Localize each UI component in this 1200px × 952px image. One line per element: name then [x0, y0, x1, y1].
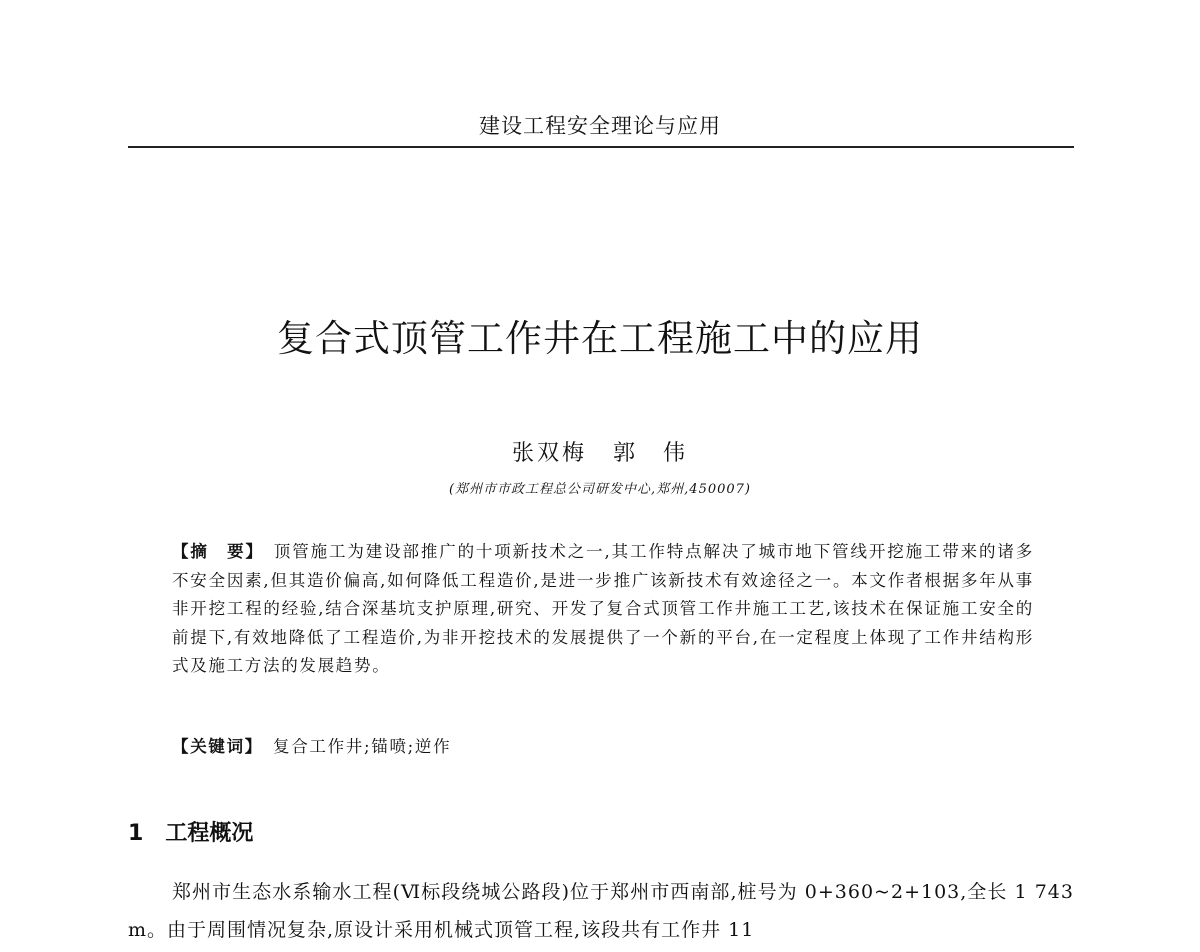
paragraph-text: 郑州市生态水系输水工程(Ⅵ标段绕城公路段)位于郑州市西南部,桩号为 0+360~2+103,全长 1 743 m。由于周围情况复杂,原设计采用机械式顶管工程,该段共有工作井 11 — [128, 881, 1074, 941]
affiliation: (郑州市市政工程总公司研发中心,郑州,450007) — [448, 482, 752, 497]
header-rule — [128, 146, 1074, 148]
body-paragraph — [128, 873, 1074, 949]
abstract-text: 顶管施工为建设部推广的十项新技术之一,其工作特点解决了城市地下管线开挖施工带来的诸多不安全因素,但其造价偏高,如何降低工程造价,是进一步推广该新技术有效途径之一。本文作者根据多年从事非开挖工程的经验,结合深基坑支护原理,研究、开发了复合式顶管工作井施工工艺,该技术在保证施工安全的前提下,有效地降低了工程造价,为非开挖技术的发展提供了一个新的平台,在一定程度上体现了工作井结构形式及施工方法的发展趋势。 — [172, 542, 1034, 675]
author-name-2: 郭 伟 — [613, 441, 689, 466]
section-title: 工程概况 — [165, 821, 254, 846]
keywords-text: 复合工作井;锚喷;逆作 — [273, 737, 452, 756]
keywords — [172, 733, 1034, 757]
keywords-label: 【关键词】 — [172, 737, 263, 756]
author-name-1: 张双梅 — [511, 441, 587, 466]
section-number: 1 — [128, 821, 144, 846]
running-header: 建设工程安全理论与应用 — [479, 114, 721, 138]
authors — [0, 436, 1200, 467]
article-title: 复合式顶管工作井在工程施工中的应用 — [277, 317, 923, 360]
abstract — [172, 538, 1034, 681]
abstract-label: 【摘 要】 — [172, 542, 264, 561]
section-heading — [128, 816, 253, 847]
